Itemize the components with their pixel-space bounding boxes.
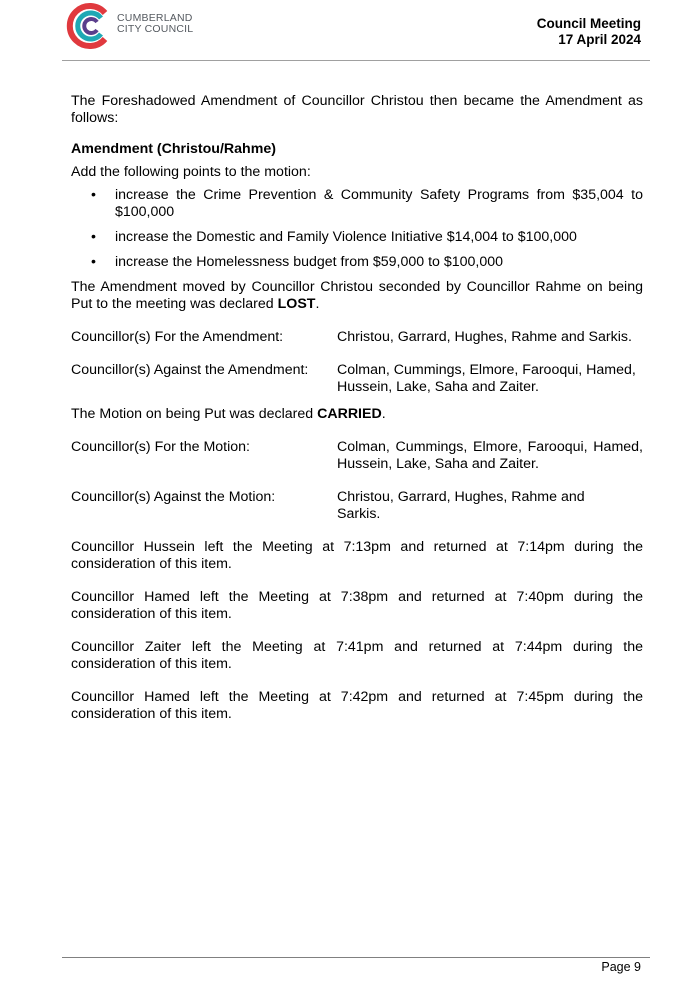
meeting-date: 17 April 2024: [558, 32, 641, 47]
attendance-note: Councillor Hamed left the Meeting at 7:38pm and returned at 7:40pm during the consideration of this item.: [71, 589, 643, 622]
footer-divider: [62, 957, 650, 958]
amendment-result-word: LOST: [277, 296, 316, 312]
bullet-icon: •: [91, 187, 96, 203]
motion-result-text: The Motion on being Put was declared: [71, 406, 318, 422]
meeting-title: Council Meeting: [536, 16, 641, 31]
point-text: increase the Crime Prevention & Community Safety Programs from $35,004 to $100,000: [115, 187, 643, 220]
amendment-against-names: Colman, Cummings, Elmore, Farooqui, Hamed, Hussein, Lake, Saha and Zaiter.: [337, 362, 636, 395]
add-points-intro: Add the following points to the motion:: [71, 164, 311, 180]
list-item: [71, 187, 643, 221]
amendment-against-row: [71, 362, 643, 396]
point-text: increase the Domestic and Family Violence Initiative $14,004 to $100,000: [115, 229, 577, 245]
list-item: [71, 254, 643, 271]
amendment-for-names: Christou, Garrard, Hughes, Rahme and Sarkis.: [337, 329, 632, 345]
amendment-for-row: [71, 329, 643, 346]
motion-against-row: [71, 489, 643, 523]
logo-line-2: CITY COUNCIL: [117, 23, 194, 35]
attendance-note: Councillor Hussein left the Meeting at 7:13pm and returned at 7:14pm during the consideration of this item.: [71, 539, 643, 572]
council-logo-text: [117, 13, 193, 35]
cumberland-c-logo-icon: [66, 2, 114, 50]
list-item: [71, 229, 643, 246]
document-body: [71, 93, 643, 739]
point-text: increase the Homelessness budget from $59,000 to $100,000: [115, 254, 504, 270]
motion-result-word: CARRIED: [317, 406, 382, 422]
intro-paragraph: The Foreshadowed Amendment of Councillor Christou then became the Amendment as follows:: [71, 93, 643, 126]
amendment-result-text: The Amendment moved by Councillor Christou seconded by Councillor Rahme on being Put to the meeting was declared: [71, 279, 643, 312]
header-divider: [62, 60, 650, 61]
meeting-info: [537, 16, 641, 48]
logo-line-1: CUMBERLAND: [117, 12, 193, 24]
motion-for-row: [71, 439, 643, 473]
amendment-points-list: [71, 187, 643, 271]
amendment-heading: Amendment (Christou/Rahme): [71, 141, 276, 157]
bullet-icon: •: [91, 254, 96, 270]
motion-against-names: Christou, Garrard, Hughes, Rahme and Sarkis.: [337, 489, 585, 522]
attendance-note: Councillor Hamed left the Meeting at 7:42pm and returned at 7:45pm during the consideration of this item.: [71, 689, 643, 722]
motion-for-label: Councillor(s) For the Motion:: [71, 439, 250, 455]
bullet-icon: •: [91, 229, 96, 245]
motion-for-names: Colman, Cummings, Elmore, Farooqui, Hamed, Hussein, Lake, Saha and Zaiter.: [337, 439, 643, 472]
page-number: Page 9: [601, 960, 641, 974]
motion-result: The Motion on being Put was declared CARRIED.: [71, 406, 386, 422]
amendment-result: The Amendment moved by Councillor Christou seconded by Councillor Rahme on being Put to the meeting was declared LOST.: [71, 279, 643, 312]
page-header: [0, 0, 682, 62]
attendance-note: Councillor Zaiter left the Meeting at 7:41pm and returned at 7:44pm during the consideration of this item.: [71, 639, 643, 672]
motion-against-label: Councillor(s) Against the Motion:: [71, 489, 276, 505]
amendment-for-label: Councillor(s) For the Amendment:: [71, 329, 284, 345]
amendment-against-label: Councillor(s) Against the Amendment:: [71, 362, 309, 378]
